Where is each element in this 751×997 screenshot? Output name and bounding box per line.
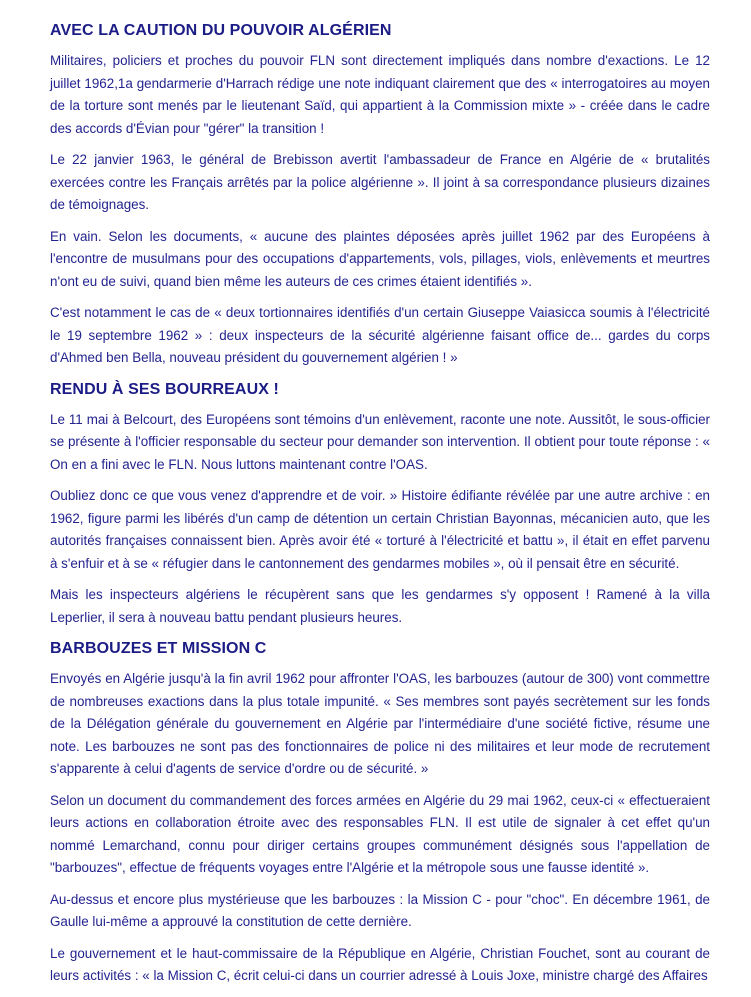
paragraph: En vain. Selon les documents, « aucune des plaintes déposées après juillet 1962 par des Européens à l'encontre de musulmans pour des occupations d'appartements, vols, pillages, viols, enlèvements et meurtres n'ont eu de suivi, quand bien même les auteurs de ces crimes étaient identifiés ». [50,228,710,289]
paragraph: C'est notamment le cas de « deux tortionnaires identifiés d'un certain Giuseppe Vaiasicca soumis à l'électricité le 19 septembre 1962 » : deux inspecteurs de la sécurité algérienne faisant office de... gardes du corps d'Ahmed ben Bella, nouveau président du gouvernement algérien ! » [50,305,710,365]
paragraph: Envoyés en Algérie jusqu'à la fin avril 1962 pour affronter l'OAS, les barbouzes (autour de 300) vont commettre de nombreuses exactions dans la plus totale impunité. « Ses membres sont payés secrètement sur les fonds de la Délégation générale du gouvernement en Algérie par l'intermédiaire d'une société fictive, résume une note. Les barbouzes ne sont pas des fonctionnaires de police ni des militaires et leur mode de recrutement s'apparente à celui d'agents de service d'ordre ou de sécurité. » [50,671,710,776]
section-heading-bourreaux: RENDU À SES BOURREAUX ! [50,380,279,398]
article-body [50,20,710,997]
paragraph: Au-dessus et encore plus mystérieuse que les barbouzes : la Mission C - pour "choc". En décembre 1961, de Gaulle lui-même a approuvé la constitution de cette dernière. [50,891,710,929]
paragraph: Selon un document du commandement des forces armées en Algérie du 29 mai 1962, ceux-ci « effectueraient leurs actions en collaboration étroite avec des responsables FLN. Il est utile de signaler à cet effet qu'un nommé Lemarchand, connu pour diriger certains groupes communément désignés sous l'appellation de "barbouzes", effectue de fréquents voyages entre l'Algérie et la métropole sous une fausse identité ». [50,792,710,875]
paragraph: Le 22 janvier 1963, le général de Brebisson avertit l'ambassadeur de France en Algérie de « brutalités exercées contre les Français arrêtés par la police algérienne ». Il joint à sa correspondance plusieurs dizaines de témoignages. [50,152,710,212]
paragraph: Le 11 mai à Belcourt, des Européens sont témoins d'un enlèvement, raconte une note. Aussitôt, le sous-officier se présente à l'officier responsable du secteur pour demander son intervention. Il obtient pour toute réponse : « On en a fini avec le FLN. Nous luttons maintenant contre l'OAS. [50,411,710,472]
section-heading-barbouzes: BARBOUZES ET MISSION C [50,640,267,657]
paragraph: Oubliez donc ce que vous venez d'apprendre et de voir. » Histoire édifiante révélée par une autre archive : en 1962, figure parmi les libérés d'un camp de détention un certain Christian Bayonnas, mécanicien auto, que les autorités françaises connaissent bien. Après avoir été « torturé à l'électricité et battu », il était en effet parvenu à s'enfuir et à se « réfugier dans le cantonnement des gendarmes mobiles », où il pensait être en sécurité. [50,488,710,571]
paragraph: Le gouvernement et le haut-commissaire de la République en Algérie, Christian Fouchet, sont au courant de leurs activités : « la Mission C, écrit celui-ci dans un courrier adressé à Louis Joxe, ministre chargé des Affaires [50,945,710,983]
section-heading-caution: AVEC LA CAUTION DU POUVOIR ALGÉRIEN [50,22,392,39]
paragraph: Militaires, policiers et proches du pouvoir FLN sont directement impliqués dans nombre d'exactions. Le 12 juillet 1962,1a gendarmerie d'Harrach rédige une note indiquant clairement que des « interrogatoires au moyen de la torture sont menés par le lieutenant Saïd, qui appartient à la Commission mixte » - créée dans le cadre des accords d'Évian pour "gérer" la transition ! [50,53,710,136]
paragraph: Mais les inspecteurs algériens le récupèrent sans que les gendarmes s'y opposent ! Ramené à la villa Leperlier, il sera à nouveau battu pendant plusieurs heures. [50,587,710,625]
